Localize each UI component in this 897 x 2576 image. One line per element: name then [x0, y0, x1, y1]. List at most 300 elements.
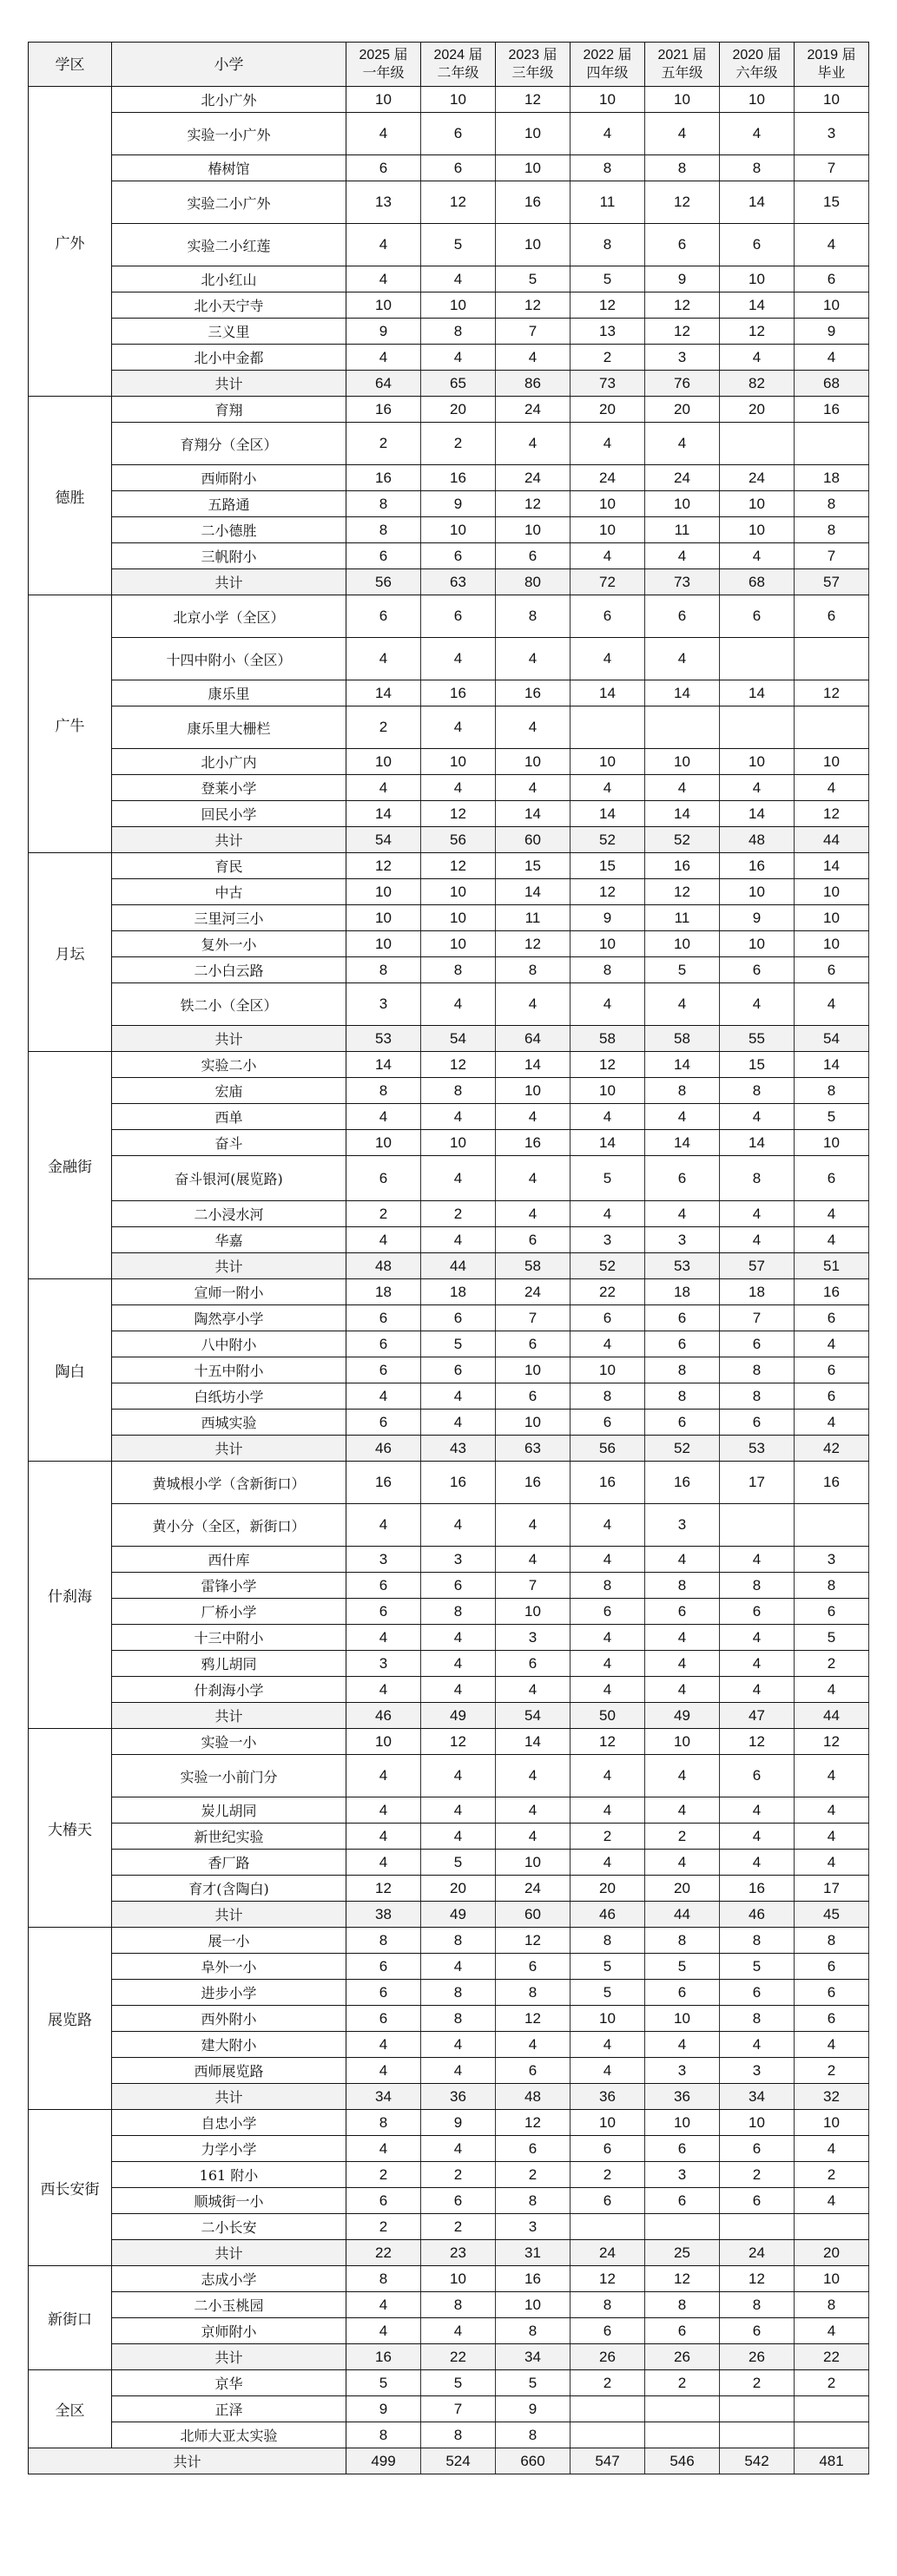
class-count-cell: 4 [645, 113, 720, 155]
class-count-cell: 8 [645, 1928, 720, 1954]
subtotal-cell: 53 [720, 1436, 795, 1462]
subtotal-cell: 24 [571, 2240, 645, 2266]
class-count-cell: 4 [645, 1651, 720, 1677]
class-count-cell: 12 [571, 879, 645, 905]
subtotal-label: 共计 [112, 2084, 346, 2110]
class-count-cell: 8 [720, 1928, 795, 1954]
class-count-cell: 10 [421, 931, 496, 957]
school-row [29, 2214, 869, 2240]
class-count-cell: 14 [496, 879, 571, 905]
class-count-cell: 5 [346, 2370, 421, 2396]
class-count-cell: 4 [720, 1201, 795, 1227]
school-row [29, 543, 869, 569]
header-grade: 六年级 [735, 66, 778, 81]
subtotal-row [29, 827, 869, 853]
class-count-cell: 4 [645, 1625, 720, 1651]
class-count-cell: 4 [795, 983, 869, 1026]
class-count-cell: 14 [645, 801, 720, 827]
class-count-cell: 22 [571, 1279, 645, 1305]
class-count-cell: 4 [720, 1797, 795, 1824]
class-count-cell: 24 [720, 465, 795, 491]
class-count-cell: 4 [346, 1104, 421, 1130]
subtotal-cell: 58 [571, 1026, 645, 1052]
class-count-cell: 18 [795, 465, 869, 491]
class-count-cell [720, 638, 795, 680]
school-row [29, 1462, 869, 1504]
class-count-cell: 13 [571, 319, 645, 345]
class-count-cell: 4 [571, 1331, 645, 1357]
class-count-cell: 12 [421, 853, 496, 879]
class-count-cell: 2 [795, 2370, 869, 2396]
school-row [29, 1850, 869, 1876]
school-row [29, 224, 869, 266]
class-count-cell: 17 [795, 1876, 869, 1902]
class-count-cell: 24 [496, 465, 571, 491]
class-count-cell: 4 [421, 1410, 496, 1436]
school-row [29, 2318, 869, 2344]
class-count-cell: 2 [346, 2162, 421, 2188]
header-year-2024 [421, 43, 496, 87]
class-count-cell: 8 [645, 2292, 720, 2318]
class-count-cell: 10 [346, 879, 421, 905]
subtotal-row [29, 2344, 869, 2370]
subtotal-row [29, 1436, 869, 1462]
school-name: 厂桥小学 [112, 1599, 346, 1625]
class-count-cell: 4 [496, 1156, 571, 1201]
subtotal-cell: 54 [496, 1703, 571, 1729]
class-count-cell: 8 [645, 1573, 720, 1599]
subtotal-label: 共计 [112, 1703, 346, 1729]
school-row [29, 491, 869, 517]
subtotal-cell: 46 [346, 1703, 421, 1729]
school-name: 自忠小学 [112, 2110, 346, 2136]
class-count-cell: 4 [421, 266, 496, 292]
class-count-cell [720, 2422, 795, 2448]
school-row [29, 905, 869, 931]
class-count-cell: 6 [421, 113, 496, 155]
class-count-cell: 6 [645, 1331, 720, 1357]
class-count-cell: 6 [346, 543, 421, 569]
school-name: 建大附小 [112, 2032, 346, 2058]
class-count-cell: 14 [795, 853, 869, 879]
class-count-cell: 6 [496, 1331, 571, 1357]
class-count-cell: 6 [795, 1357, 869, 1383]
class-count-cell: 10 [421, 749, 496, 775]
subtotal-cell: 57 [720, 1253, 795, 1279]
school-row [29, 319, 869, 345]
subtotal-cell: 52 [571, 1253, 645, 1279]
class-count-cell: 4 [496, 1504, 571, 1547]
school-row [29, 1383, 869, 1410]
subtotal-cell: 26 [720, 2344, 795, 2370]
class-count-cell: 10 [795, 292, 869, 319]
school-name: 奋斗银河(展览路) [112, 1156, 346, 1201]
class-count-cell: 24 [496, 397, 571, 423]
class-count-cell: 10 [496, 1410, 571, 1436]
class-count-cell: 5 [421, 2370, 496, 2396]
class-count-cell [571, 2422, 645, 2448]
class-count-cell: 14 [720, 292, 795, 319]
class-count-cell: 8 [571, 1928, 645, 1954]
school-row [29, 1130, 869, 1156]
school-name: 京华 [112, 2370, 346, 2396]
school-row [29, 2292, 869, 2318]
subtotal-cell: 65 [421, 371, 496, 397]
class-count-cell: 8 [346, 1078, 421, 1104]
class-count-cell [795, 423, 869, 465]
class-count-cell: 12 [571, 1052, 645, 1078]
subtotal-cell: 23 [421, 2240, 496, 2266]
class-count-cell: 8 [421, 2422, 496, 2448]
class-count-cell: 4 [496, 423, 571, 465]
class-count-cell: 5 [571, 1954, 645, 1980]
class-count-cell: 16 [421, 465, 496, 491]
class-count-cell: 4 [346, 2058, 421, 2084]
class-count-cell: 4 [720, 113, 795, 155]
school-name: 北师大亚太实验 [112, 2422, 346, 2448]
subtotal-cell: 52 [645, 1436, 720, 1462]
class-count-cell: 6 [720, 1410, 795, 1436]
header-year: 2022 届 [583, 48, 632, 62]
class-count-cell: 24 [571, 465, 645, 491]
school-name: 二小玉桃园 [112, 2292, 346, 2318]
district-label: 大椿天 [29, 1729, 112, 1928]
class-count-cell: 10 [645, 2110, 720, 2136]
header-grade: 三年级 [511, 66, 554, 81]
subtotal-cell: 46 [571, 1902, 645, 1928]
class-count-cell: 10 [421, 905, 496, 931]
school-name: 西单 [112, 1104, 346, 1130]
class-count-cell: 4 [571, 1755, 645, 1797]
class-count-cell: 8 [795, 2292, 869, 2318]
class-count-cell: 5 [421, 224, 496, 266]
class-count-cell: 7 [421, 2396, 496, 2422]
class-count-cell: 8 [720, 1078, 795, 1104]
school-row [29, 680, 869, 706]
subtotal-label: 共计 [112, 827, 346, 853]
class-count-table [28, 42, 869, 2474]
class-count-cell: 4 [645, 638, 720, 680]
class-count-cell: 10 [645, 87, 720, 113]
class-count-cell: 5 [645, 1954, 720, 1980]
school-name: 什刹海小学 [112, 1677, 346, 1703]
class-count-cell: 18 [645, 1279, 720, 1305]
class-count-cell: 4 [720, 2032, 795, 2058]
class-count-cell: 9 [346, 2396, 421, 2422]
district-label: 新街口 [29, 2266, 112, 2370]
class-count-cell: 15 [496, 853, 571, 879]
class-count-cell: 10 [346, 1130, 421, 1156]
class-count-cell: 12 [645, 292, 720, 319]
class-count-cell: 14 [496, 1729, 571, 1755]
school-name: 北小广外 [112, 87, 346, 113]
class-count-cell: 12 [421, 1729, 496, 1755]
class-count-cell: 10 [795, 87, 869, 113]
class-count-cell: 4 [571, 638, 645, 680]
class-count-cell: 8 [421, 319, 496, 345]
school-row [29, 423, 869, 465]
class-count-cell: 14 [496, 1052, 571, 1078]
school-row [29, 879, 869, 905]
class-count-cell: 10 [645, 2006, 720, 2032]
school-row [29, 1599, 869, 1625]
class-count-cell: 6 [496, 543, 571, 569]
class-count-cell: 7 [795, 155, 869, 181]
class-count-cell: 6 [795, 957, 869, 983]
class-count-cell: 4 [795, 2136, 869, 2162]
school-row [29, 1279, 869, 1305]
class-count-cell: 24 [496, 1279, 571, 1305]
subtotal-cell: 26 [645, 2344, 720, 2370]
school-row [29, 1504, 869, 1547]
grand-total-row [29, 2448, 869, 2474]
class-count-cell: 10 [795, 2110, 869, 2136]
school-name: 椿树馆 [112, 155, 346, 181]
class-count-cell: 12 [795, 680, 869, 706]
subtotal-row [29, 1703, 869, 1729]
class-count-cell: 4 [346, 2032, 421, 2058]
district-label: 西长安街 [29, 2110, 112, 2266]
class-count-cell: 8 [496, 2318, 571, 2344]
class-count-cell: 9 [421, 2110, 496, 2136]
class-count-cell: 9 [645, 266, 720, 292]
school-row [29, 2422, 869, 2448]
class-count-cell: 12 [571, 1729, 645, 1755]
class-count-cell: 6 [421, 2188, 496, 2214]
class-count-cell: 4 [496, 1201, 571, 1227]
school-name: 回民小学 [112, 801, 346, 827]
class-count-cell: 10 [720, 491, 795, 517]
school-name: 阜外一小 [112, 1954, 346, 1980]
class-count-cell: 4 [421, 1824, 496, 1850]
class-count-cell: 4 [496, 1755, 571, 1797]
class-count-cell: 10 [720, 517, 795, 543]
school-row [29, 1876, 869, 1902]
school-row [29, 155, 869, 181]
class-count-cell: 10 [795, 1130, 869, 1156]
class-count-cell: 10 [795, 905, 869, 931]
subtotal-cell: 55 [720, 1026, 795, 1052]
class-count-cell: 12 [571, 292, 645, 319]
school-name: 香厂路 [112, 1850, 346, 1876]
class-count-cell: 4 [496, 345, 571, 371]
class-count-cell: 4 [645, 983, 720, 1026]
class-count-cell: 5 [496, 266, 571, 292]
class-count-cell [795, 2422, 869, 2448]
class-count-cell: 2 [346, 423, 421, 465]
class-count-cell: 12 [421, 801, 496, 827]
class-count-cell: 10 [496, 113, 571, 155]
school-name: 161 附小 [112, 2162, 346, 2188]
subtotal-cell: 60 [496, 827, 571, 853]
class-count-cell: 6 [795, 1980, 869, 2006]
subtotal-cell: 53 [645, 1253, 720, 1279]
class-count-cell: 10 [645, 1729, 720, 1755]
school-row [29, 1625, 869, 1651]
class-count-cell: 16 [421, 1462, 496, 1504]
class-count-cell: 16 [346, 465, 421, 491]
class-count-cell: 10 [421, 517, 496, 543]
subtotal-label: 共计 [112, 2240, 346, 2266]
class-count-cell: 14 [346, 680, 421, 706]
subtotal-cell: 63 [496, 1436, 571, 1462]
subtotal-cell: 60 [496, 1902, 571, 1928]
class-count-cell: 8 [795, 1573, 869, 1599]
class-count-cell: 16 [645, 1462, 720, 1504]
class-count-cell: 6 [346, 1954, 421, 1980]
class-count-cell: 11 [645, 517, 720, 543]
class-count-cell: 4 [720, 1677, 795, 1703]
school-row [29, 292, 869, 319]
class-count-cell: 9 [571, 905, 645, 931]
class-count-cell: 3 [496, 1625, 571, 1651]
class-count-cell: 4 [720, 1625, 795, 1651]
class-count-cell: 8 [346, 2266, 421, 2292]
school-name: 北小中金都 [112, 345, 346, 371]
class-count-cell: 3 [645, 1227, 720, 1253]
class-count-cell: 6 [421, 595, 496, 638]
school-name: 十五中附小 [112, 1357, 346, 1383]
class-count-cell: 8 [795, 491, 869, 517]
school-row [29, 517, 869, 543]
class-count-cell: 4 [645, 1201, 720, 1227]
header-year: 2024 届 [433, 48, 483, 62]
class-count-cell: 10 [421, 1130, 496, 1156]
subtotal-cell: 49 [645, 1703, 720, 1729]
class-count-cell: 3 [496, 2214, 571, 2240]
school-row [29, 2188, 869, 2214]
class-count-cell: 10 [346, 749, 421, 775]
subtotal-cell: 44 [645, 1902, 720, 1928]
subtotal-cell: 48 [720, 827, 795, 853]
class-count-cell: 10 [346, 292, 421, 319]
class-count-cell: 2 [421, 1201, 496, 1227]
class-count-cell: 2 [571, 2162, 645, 2188]
subtotal-cell: 52 [645, 827, 720, 853]
header-year-2021 [645, 43, 720, 87]
subtotal-label: 共计 [112, 569, 346, 595]
school-row [29, 1201, 869, 1227]
class-count-cell: 12 [346, 1876, 421, 1902]
class-count-cell: 24 [496, 1876, 571, 1902]
class-count-cell: 13 [346, 181, 421, 224]
subtotal-cell: 43 [421, 1436, 496, 1462]
header-year-2020 [720, 43, 795, 87]
class-count-cell: 20 [571, 1876, 645, 1902]
class-count-cell: 8 [795, 1078, 869, 1104]
class-count-cell: 4 [795, 1824, 869, 1850]
subtotal-cell: 36 [645, 2084, 720, 2110]
class-count-cell: 6 [645, 1156, 720, 1201]
class-count-cell: 12 [496, 931, 571, 957]
school-row [29, 2162, 869, 2188]
school-name: 三义里 [112, 319, 346, 345]
subtotal-cell: 34 [346, 2084, 421, 2110]
class-count-cell: 8 [421, 2006, 496, 2032]
school-row [29, 749, 869, 775]
subtotal-row [29, 1026, 869, 1052]
class-count-cell: 10 [346, 87, 421, 113]
class-count-cell: 4 [795, 1410, 869, 1436]
class-count-cell: 15 [720, 1052, 795, 1078]
subtotal-cell: 54 [795, 1026, 869, 1052]
class-count-cell: 12 [496, 1928, 571, 1954]
class-count-cell: 12 [645, 2266, 720, 2292]
class-count-cell: 8 [421, 2292, 496, 2318]
school-row [29, 465, 869, 491]
subtotal-cell: 25 [645, 2240, 720, 2266]
class-count-cell: 14 [720, 680, 795, 706]
school-name: 黄小分（全区，新街口） [112, 1504, 346, 1547]
class-count-cell: 4 [421, 2058, 496, 2084]
class-count-cell: 18 [346, 1279, 421, 1305]
class-count-cell: 4 [795, 224, 869, 266]
class-count-cell: 4 [571, 543, 645, 569]
school-name: 实验二小广外 [112, 181, 346, 224]
class-count-cell: 5 [571, 266, 645, 292]
school-name: 育翔 [112, 397, 346, 423]
class-count-cell [571, 706, 645, 749]
subtotal-label: 共计 [112, 1253, 346, 1279]
class-count-cell: 16 [795, 1462, 869, 1504]
class-count-cell: 4 [346, 2136, 421, 2162]
school-name: 二小白云路 [112, 957, 346, 983]
class-count-cell: 10 [496, 517, 571, 543]
grand-total-cell: 499 [346, 2448, 421, 2474]
subtotal-label: 共计 [112, 371, 346, 397]
class-count-cell: 2 [346, 706, 421, 749]
class-count-cell: 8 [496, 2188, 571, 2214]
class-count-cell: 6 [645, 2188, 720, 2214]
class-count-cell: 14 [571, 680, 645, 706]
subtotal-cell: 47 [720, 1703, 795, 1729]
class-count-cell: 4 [496, 638, 571, 680]
class-count-cell [720, 1504, 795, 1547]
class-count-cell: 12 [571, 2266, 645, 2292]
class-count-cell: 8 [571, 957, 645, 983]
class-count-cell: 6 [720, 1331, 795, 1357]
class-count-cell: 2 [421, 423, 496, 465]
class-count-cell: 4 [346, 1824, 421, 1850]
subtotal-cell: 16 [346, 2344, 421, 2370]
class-count-cell: 14 [720, 1130, 795, 1156]
subtotal-cell: 53 [346, 1026, 421, 1052]
class-count-cell: 6 [795, 1383, 869, 1410]
class-count-cell [795, 638, 869, 680]
class-count-cell: 6 [720, 1980, 795, 2006]
class-count-cell: 10 [571, 931, 645, 957]
class-count-cell: 10 [720, 87, 795, 113]
class-count-cell: 10 [496, 155, 571, 181]
school-row [29, 931, 869, 957]
class-count-cell: 14 [795, 1052, 869, 1078]
class-count-cell: 8 [795, 517, 869, 543]
school-name: 进步小学 [112, 1980, 346, 2006]
class-count-cell: 10 [571, 1357, 645, 1383]
class-count-cell: 8 [346, 517, 421, 543]
header-year: 2019 届 [807, 48, 856, 62]
class-count-cell: 4 [645, 775, 720, 801]
class-count-cell: 12 [720, 2266, 795, 2292]
grand-total-label: 共计 [29, 2448, 346, 2474]
class-count-cell: 4 [421, 1383, 496, 1410]
class-count-cell: 6 [571, 595, 645, 638]
school-name: 十四中附小（全区） [112, 638, 346, 680]
class-count-cell: 12 [496, 292, 571, 319]
class-count-cell: 10 [346, 1729, 421, 1755]
class-count-cell: 3 [421, 1547, 496, 1573]
class-count-cell: 4 [421, 1104, 496, 1130]
